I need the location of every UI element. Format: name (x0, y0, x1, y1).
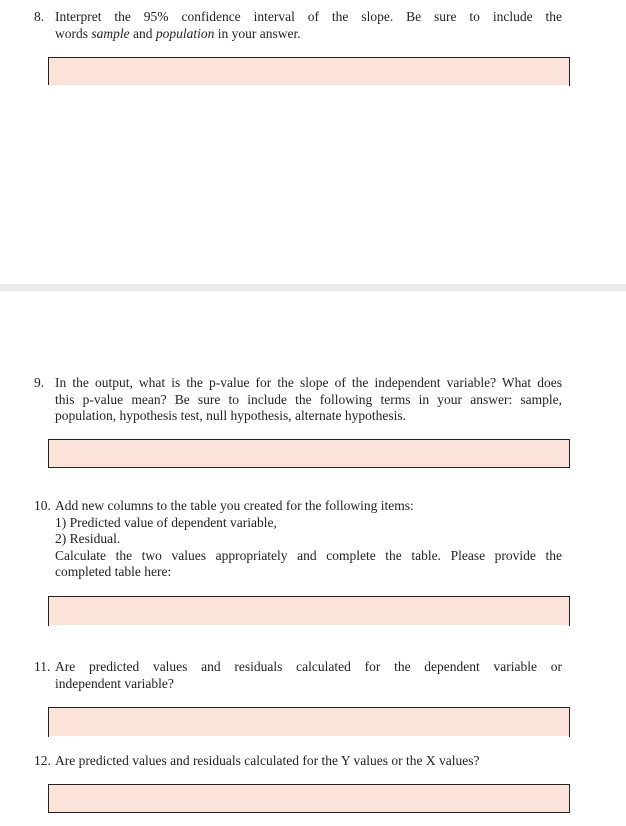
question-number: 9. (34, 375, 45, 390)
box-corner-tick (48, 734, 49, 737)
question-9 (34, 375, 562, 425)
question-number: 10. (34, 498, 51, 513)
answer-field-9[interactable] (48, 439, 570, 468)
box-corner-tick (569, 734, 570, 737)
emphasis-sample: sample (91, 25, 130, 41)
question-text-line: Add new columns to the table you created for the following items: (55, 498, 414, 513)
question-text-line: In the output, what is the p-value for the slope of the independent variable? What does (55, 375, 562, 390)
box-corner-tick (48, 623, 49, 626)
question-text-line: 1) Predicted value of dependent variable, (55, 514, 277, 530)
page-separator (0, 284, 626, 291)
box-corner-tick (569, 623, 570, 626)
emphasis-population: population (155, 25, 215, 41)
answer-field-12[interactable] (48, 784, 570, 813)
box-corner-tick (569, 83, 570, 86)
question-8 (34, 9, 562, 42)
question-text-line: 2) Residual. (55, 531, 121, 546)
answer-field-8[interactable] (48, 57, 570, 85)
question-text-line: population, hypothesis test, null hypothesis, alternate hypothesis. (55, 408, 406, 423)
answer-field-10[interactable] (48, 596, 570, 625)
question-text-line: Interpret the 95% confidence interval of the slope. Be sure to include the (55, 9, 562, 24)
question-11 (34, 659, 562, 692)
question-number: 8. (34, 9, 45, 24)
question-text-line: Are predicted values and residuals calculated for the dependent variable or (55, 659, 562, 674)
question-text-line: completed table here: (55, 564, 172, 579)
question-text-line: Calculate the two values appropriately and complete the table. Please provide the (55, 547, 562, 563)
question-text-line: independent variable? (55, 675, 174, 691)
question-12 (34, 753, 562, 770)
question-text-line: this p-value mean? Be sure to include the following terms in your answer: sample, (55, 391, 562, 407)
question-10 (34, 498, 562, 581)
question-text-line: words sample and population in your answer. (55, 25, 301, 41)
question-text-line: Are predicted values and residuals calculated for the Y values or the X values? (55, 753, 480, 768)
question-number: 12. (34, 753, 51, 768)
answer-field-11[interactable] (48, 707, 570, 736)
question-number: 11. (34, 659, 51, 674)
